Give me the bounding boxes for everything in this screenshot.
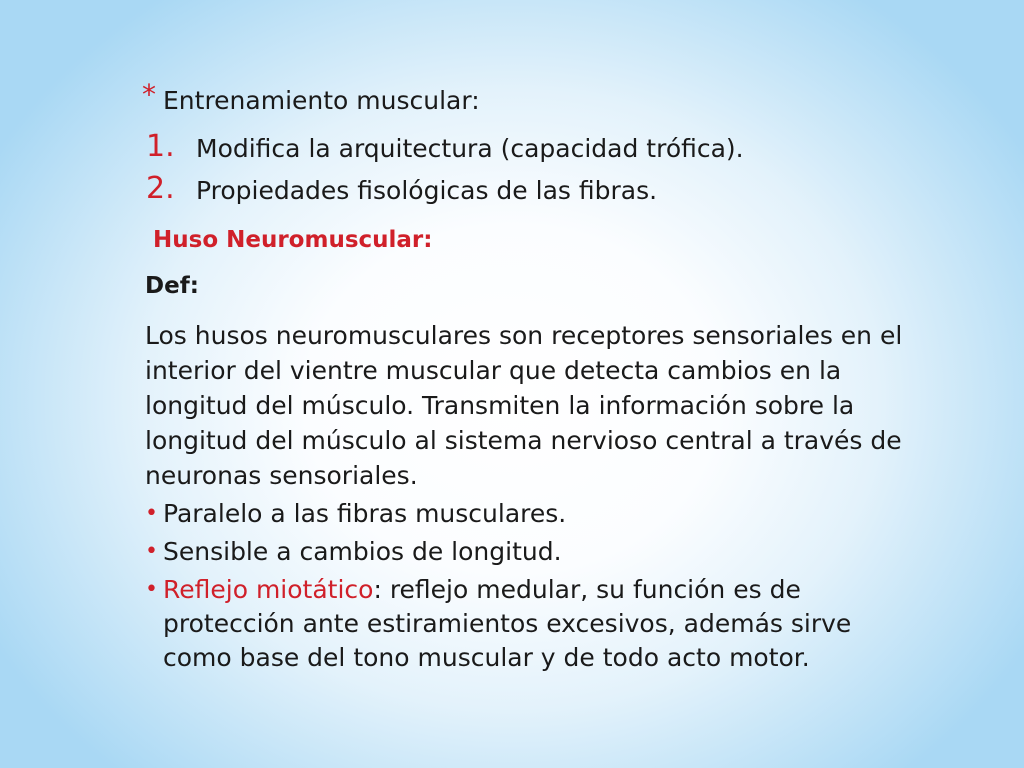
bullet-icon: • [145,539,158,564]
number-label: 2. [146,171,175,206]
number-label: 1. [146,129,175,164]
bullet-icon: • [145,501,158,526]
star-bullet: * [142,78,156,111]
bullet-text: Paralelo a las fibras musculares. [163,499,567,528]
bullet-item [145,573,915,675]
bullet-item [145,497,915,531]
bullet-list [145,497,915,679]
numbered-text: Modifica la arquitectura (capacidad trófica). [196,134,744,163]
subheading: Huso Neuromuscular: [153,227,433,253]
bullet-text: Sensible a cambios de longitud. [163,537,562,566]
numbered-text: Propiedades fisológicas de las fibras. [196,176,658,205]
bullet-highlight: Reflejo miotático [163,575,374,604]
bullet-item [145,535,915,569]
heading: Entrenamiento muscular: [163,86,480,115]
definition-label: Def: [145,273,199,299]
bullet-text: : reflejo medular, su función es de protección ante estiramientos excesivos, además sirve como base del tono muscular y de todo acto motor. [163,575,852,672]
definition-paragraph: Los husos neuromusculares son receptores sensoriales en el interior del vientre muscular que detecta cambios en la longitud del músculo. Transmiten la información sobre la longitud del músculo al sistema nervioso central a través de neuronas sensoriales. [145,321,903,490]
bullet-icon: • [145,577,158,602]
